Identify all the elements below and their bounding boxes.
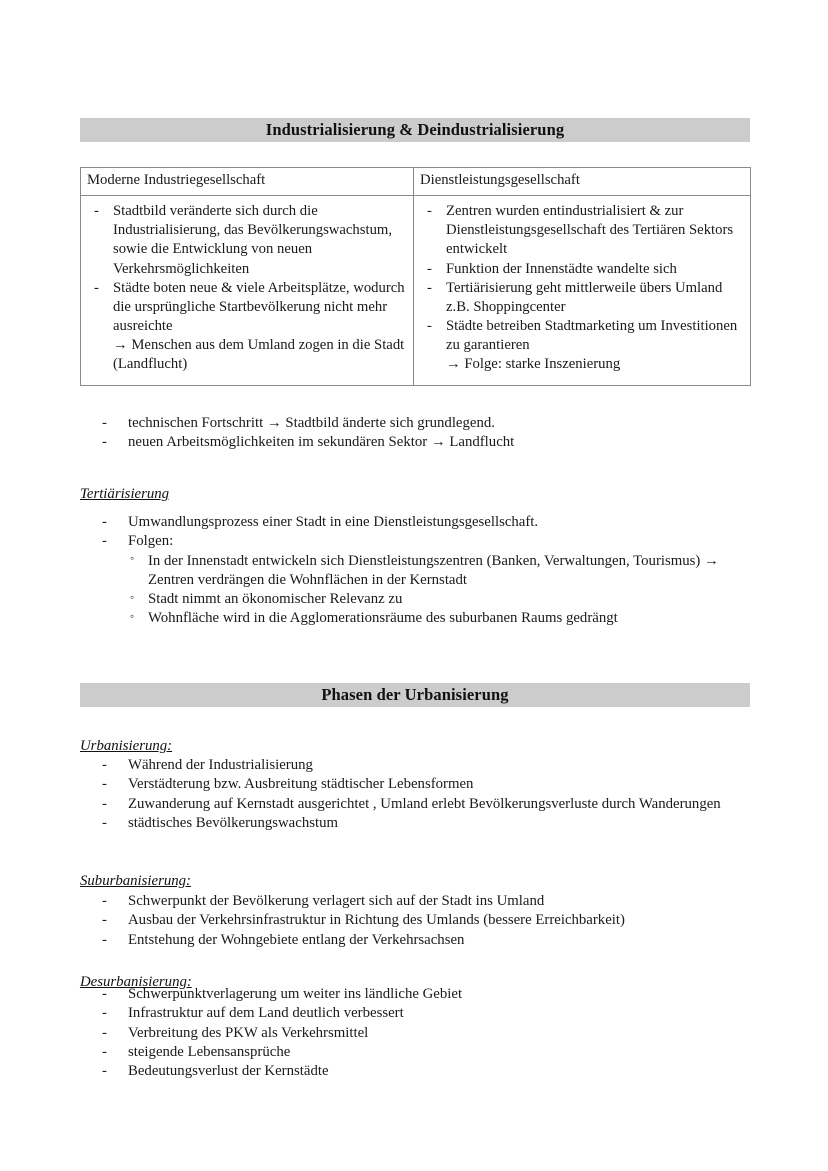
list-item-text: Infrastruktur auf dem Land deutlich verbessert bbox=[128, 1005, 404, 1022]
list-item-text: Entstehung der Wohngebiete entlang der Verkehrsachsen bbox=[128, 931, 465, 948]
subsection-heading-desurbanisierung: Desurbanisierung: bbox=[80, 974, 192, 990]
table-cell-left bbox=[81, 195, 414, 385]
list-item bbox=[420, 260, 744, 279]
list-item bbox=[96, 892, 746, 911]
table-header-cell-moderne-industriegesellschaft: Moderne Industriegesellschaft bbox=[81, 168, 414, 196]
table-body-row bbox=[81, 195, 751, 385]
list-item bbox=[128, 552, 746, 591]
list-item-text: Schwerpunktverlagerung um weiter ins ländliche Gebiet bbox=[128, 986, 463, 1002]
list-item bbox=[96, 513, 746, 532]
left-column-list bbox=[87, 202, 407, 375]
list-item-text: Zentren wurden entindustrialisiert & zur Dienstleistungsgesellschaft des Tertiären Sektors entwickelt bbox=[446, 202, 734, 258]
notes-block bbox=[96, 414, 736, 453]
list-item bbox=[96, 532, 746, 628]
list-item-text: Stadtbild veränderte sich durch die Industrialisierung, das Bevölkerungswachstum, sowie die Entwicklung von neuen Verkehrsmöglichkeiten bbox=[113, 202, 393, 277]
list-item-text: In der Innenstadt entwickeln sich Dienstleistungszentren (Banken, Verwaltungen, Tourismus) → Zentren verdrängen die Wohnflächen in der Kernstadt bbox=[148, 552, 719, 588]
list-item bbox=[96, 985, 746, 1004]
tertiaerisierung-block bbox=[96, 513, 746, 629]
list-item-text: städtisches Bevölkerungswachstum bbox=[128, 814, 338, 831]
list-item bbox=[87, 202, 407, 279]
list-item-text: Ausbau der Verkehrsinfrastruktur in Richtung des Umlands (bessere Erreichbarkeit) bbox=[128, 912, 625, 929]
list-item-text: Tertiärisierung geht mittlerweile übers Umland z.B. Shoppingcenter bbox=[446, 279, 723, 315]
list-item-text: Zuwanderung auf Kernstadt ausgerichtet , Umland erlebt Bevölkerungsverluste durch Wanderungen bbox=[128, 795, 721, 812]
list-item-text: Während der Industrialisierung bbox=[128, 757, 313, 773]
list-item-text: Bedeutungsverlust der Kernstädte bbox=[128, 1063, 329, 1080]
suburbanisierung-list bbox=[96, 892, 746, 950]
list-item bbox=[87, 279, 407, 375]
list-item bbox=[96, 795, 746, 814]
list-item-text: Folgen: bbox=[128, 533, 174, 550]
suburbanisierung-block bbox=[96, 892, 746, 950]
list-item bbox=[96, 1004, 746, 1023]
list-item bbox=[96, 775, 746, 794]
subsection-heading-suburbanisierung: Suburbanisierung: bbox=[80, 873, 191, 889]
list-item bbox=[96, 1024, 746, 1043]
list-item bbox=[96, 814, 746, 833]
list-item-continuation: → Menschen aus dem Umland zogen in die Stadt (Landflucht) bbox=[113, 337, 405, 373]
list-item-text: Städte betreiben Stadtmarketing um Investitionen zu garantieren bbox=[446, 318, 738, 354]
list-item bbox=[420, 202, 744, 260]
list-item-continuation: → Folge: starke Inszenierung bbox=[446, 356, 621, 373]
list-item bbox=[128, 609, 746, 628]
list-item-text: technischen Fortschritt → Stadtbild änderte sich grundlegend. bbox=[128, 415, 495, 431]
list-item bbox=[96, 931, 746, 950]
list-item bbox=[96, 414, 736, 433]
table-cell-right bbox=[414, 195, 751, 385]
table-header-cell-dienstleistungsgesellschaft: Dienstleistungsgesellschaft bbox=[414, 168, 751, 196]
list-item bbox=[96, 433, 736, 452]
list-item bbox=[420, 279, 744, 317]
list-item-text: neuen Arbeitsmöglichkeiten im sekundären Sektor → Landflucht bbox=[128, 434, 515, 451]
subsection-heading-urbanisierung: Urbanisierung: bbox=[80, 738, 173, 754]
table-header-row bbox=[81, 168, 751, 196]
list-item-text: Schwerpunkt der Bevölkerung verlagert sich auf der Stadt ins Umland bbox=[128, 893, 545, 909]
list-item bbox=[96, 911, 746, 930]
desurbanisierung-list bbox=[96, 985, 746, 1081]
urbanisierung-list bbox=[96, 756, 746, 833]
list-item-text: Funktion der Innenstädte wandelte sich bbox=[446, 260, 677, 277]
list-item-text: Städte boten neue & viele Arbeitsplätze, wodurch die ursprüngliche Startbevölkerung nicht mehr ausreichte bbox=[113, 279, 405, 335]
subsection-heading-tertiaerisierung: Tertiärisierung bbox=[80, 486, 170, 502]
list-item-text: Umwandlungsprozess einer Stadt in eine Dienstleistungsgesellschaft. bbox=[128, 514, 539, 530]
desurbanisierung-block bbox=[96, 985, 746, 1081]
list-item bbox=[96, 756, 746, 775]
notes-list bbox=[96, 414, 736, 453]
list-item bbox=[128, 590, 746, 609]
list-item-text: steigende Lebensansprüche bbox=[128, 1043, 291, 1060]
list-item bbox=[96, 1062, 746, 1081]
urbanisierung-block bbox=[96, 756, 746, 833]
list-item bbox=[96, 1043, 746, 1062]
tertiaerisierung-sublist bbox=[128, 552, 746, 629]
list-item-text: Verbreitung des PKW als Verkehrsmittel bbox=[128, 1024, 369, 1041]
list-item bbox=[420, 317, 744, 375]
right-column-list bbox=[420, 202, 744, 375]
section-banner-industrialisierung: Industrialisierung & Deindustrialisierung bbox=[80, 118, 750, 142]
list-item-text: Wohnfläche wird in die Agglomerationsräume des suburbanen Raums gedrängt bbox=[148, 610, 618, 627]
list-item-text: Stadt nimmt an ökonomischer Relevanz zu bbox=[148, 591, 403, 608]
section-banner-phasen-der-urbanisierung: Phasen der Urbanisierung bbox=[80, 683, 750, 707]
tertiaerisierung-list bbox=[96, 513, 746, 629]
list-item-text: Verstädterung bzw. Ausbreitung städtischer Lebensformen bbox=[128, 776, 474, 793]
comparison-table bbox=[80, 167, 751, 386]
